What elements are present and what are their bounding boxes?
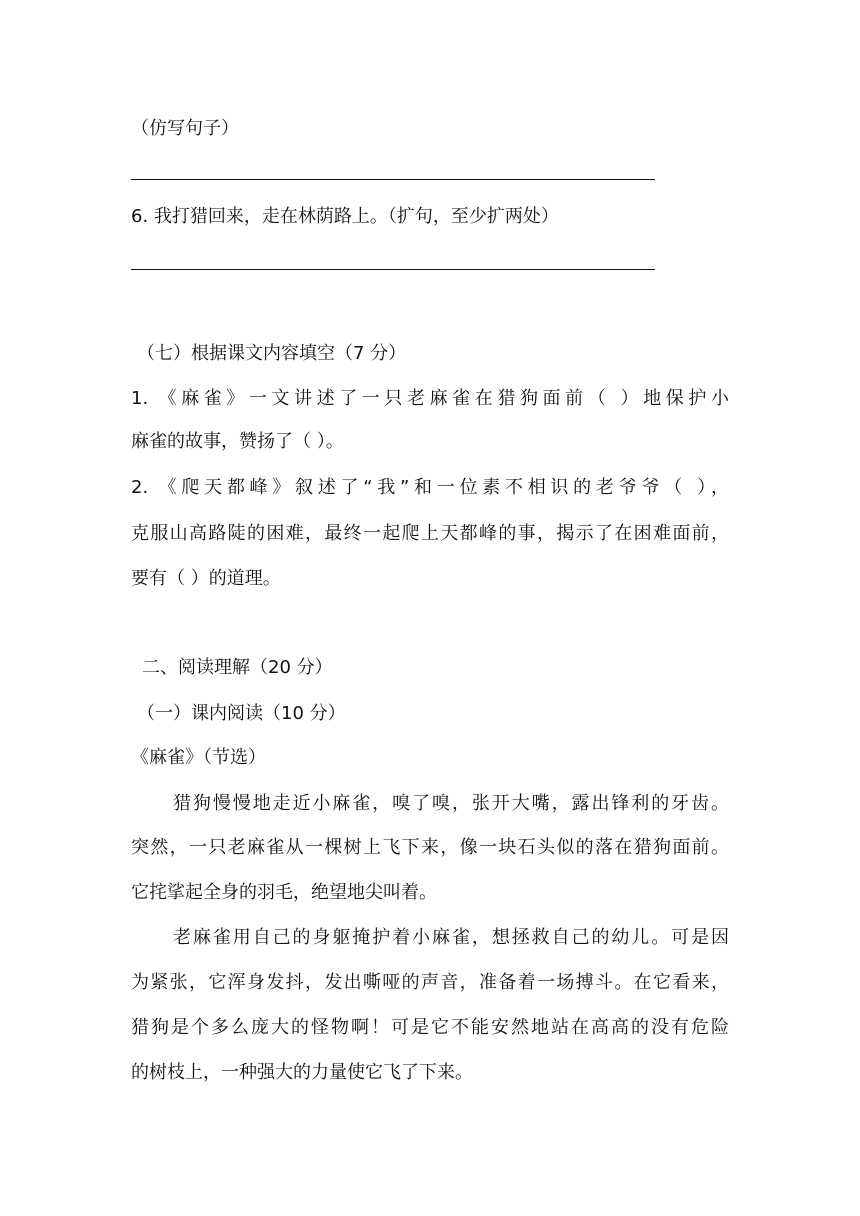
question-7-2-line-3: 要有（ ）的道理。	[131, 568, 281, 589]
passage-p2-line-4: 的树枝上，一种强大的力量使它飞了下来。	[131, 1062, 473, 1083]
answer-line-2[interactable]	[131, 269, 655, 270]
imitate-sentence-label: （仿写句子）	[131, 118, 239, 139]
passage-p1-line-2: 突然，一只老麻雀从一棵树上飞下来，像一块石头似的落在猎狗面前。	[131, 837, 729, 858]
in-class-reading-heading: （一）课内阅读（10 分）	[137, 703, 346, 724]
passage-p2-line-1: 老麻雀用自己的身躯掩护着小麻雀，想拯救自己的幼儿。可是因	[173, 927, 729, 948]
question-6: 6. 我打猎回来，走在林荫路上。（扩句，至少扩两处）	[131, 206, 559, 227]
reading-section-heading: 二、阅读理解（20 分）	[142, 657, 333, 678]
question-7-2-line-2: 克服山高路陡的困难，最终一起爬上天都峰的事，揭示了在困难面前，	[131, 523, 729, 544]
section-7-heading: （七）根据课文内容填空（7 分）	[137, 343, 407, 364]
question-7-2-line-1: 2. 《爬天都峰》叙述了“我”和一位素不相识的老爷爷（ ），	[131, 477, 729, 498]
question-7-1-line-1: 1. 《麻雀》一文讲述了一只老麻雀在猎狗面前（ ）地保护小	[131, 388, 729, 409]
passage-title: 《麻雀》（节选）	[131, 747, 266, 768]
question-7-1-line-2: 麻雀的故事，赞扬了（ ）。	[131, 431, 344, 452]
passage-p2-line-3: 猎狗是个多么庞大的怪物啊！可是它不能安然地站在高高的没有危险	[131, 1017, 729, 1038]
answer-line-1[interactable]	[131, 179, 655, 180]
passage-p1-line-1: 猎狗慢慢地走近小麻雀，嗅了嗅，张开大嘴，露出锋利的牙齿。	[173, 793, 729, 814]
passage-p1-line-3: 它挓挲起全身的羽毛，绝望地尖叫着。	[131, 882, 437, 903]
passage-p2-line-2: 为紧张，它浑身发抖，发出嘶哑的声音，准备着一场搏斗。在它看来，	[131, 972, 729, 993]
